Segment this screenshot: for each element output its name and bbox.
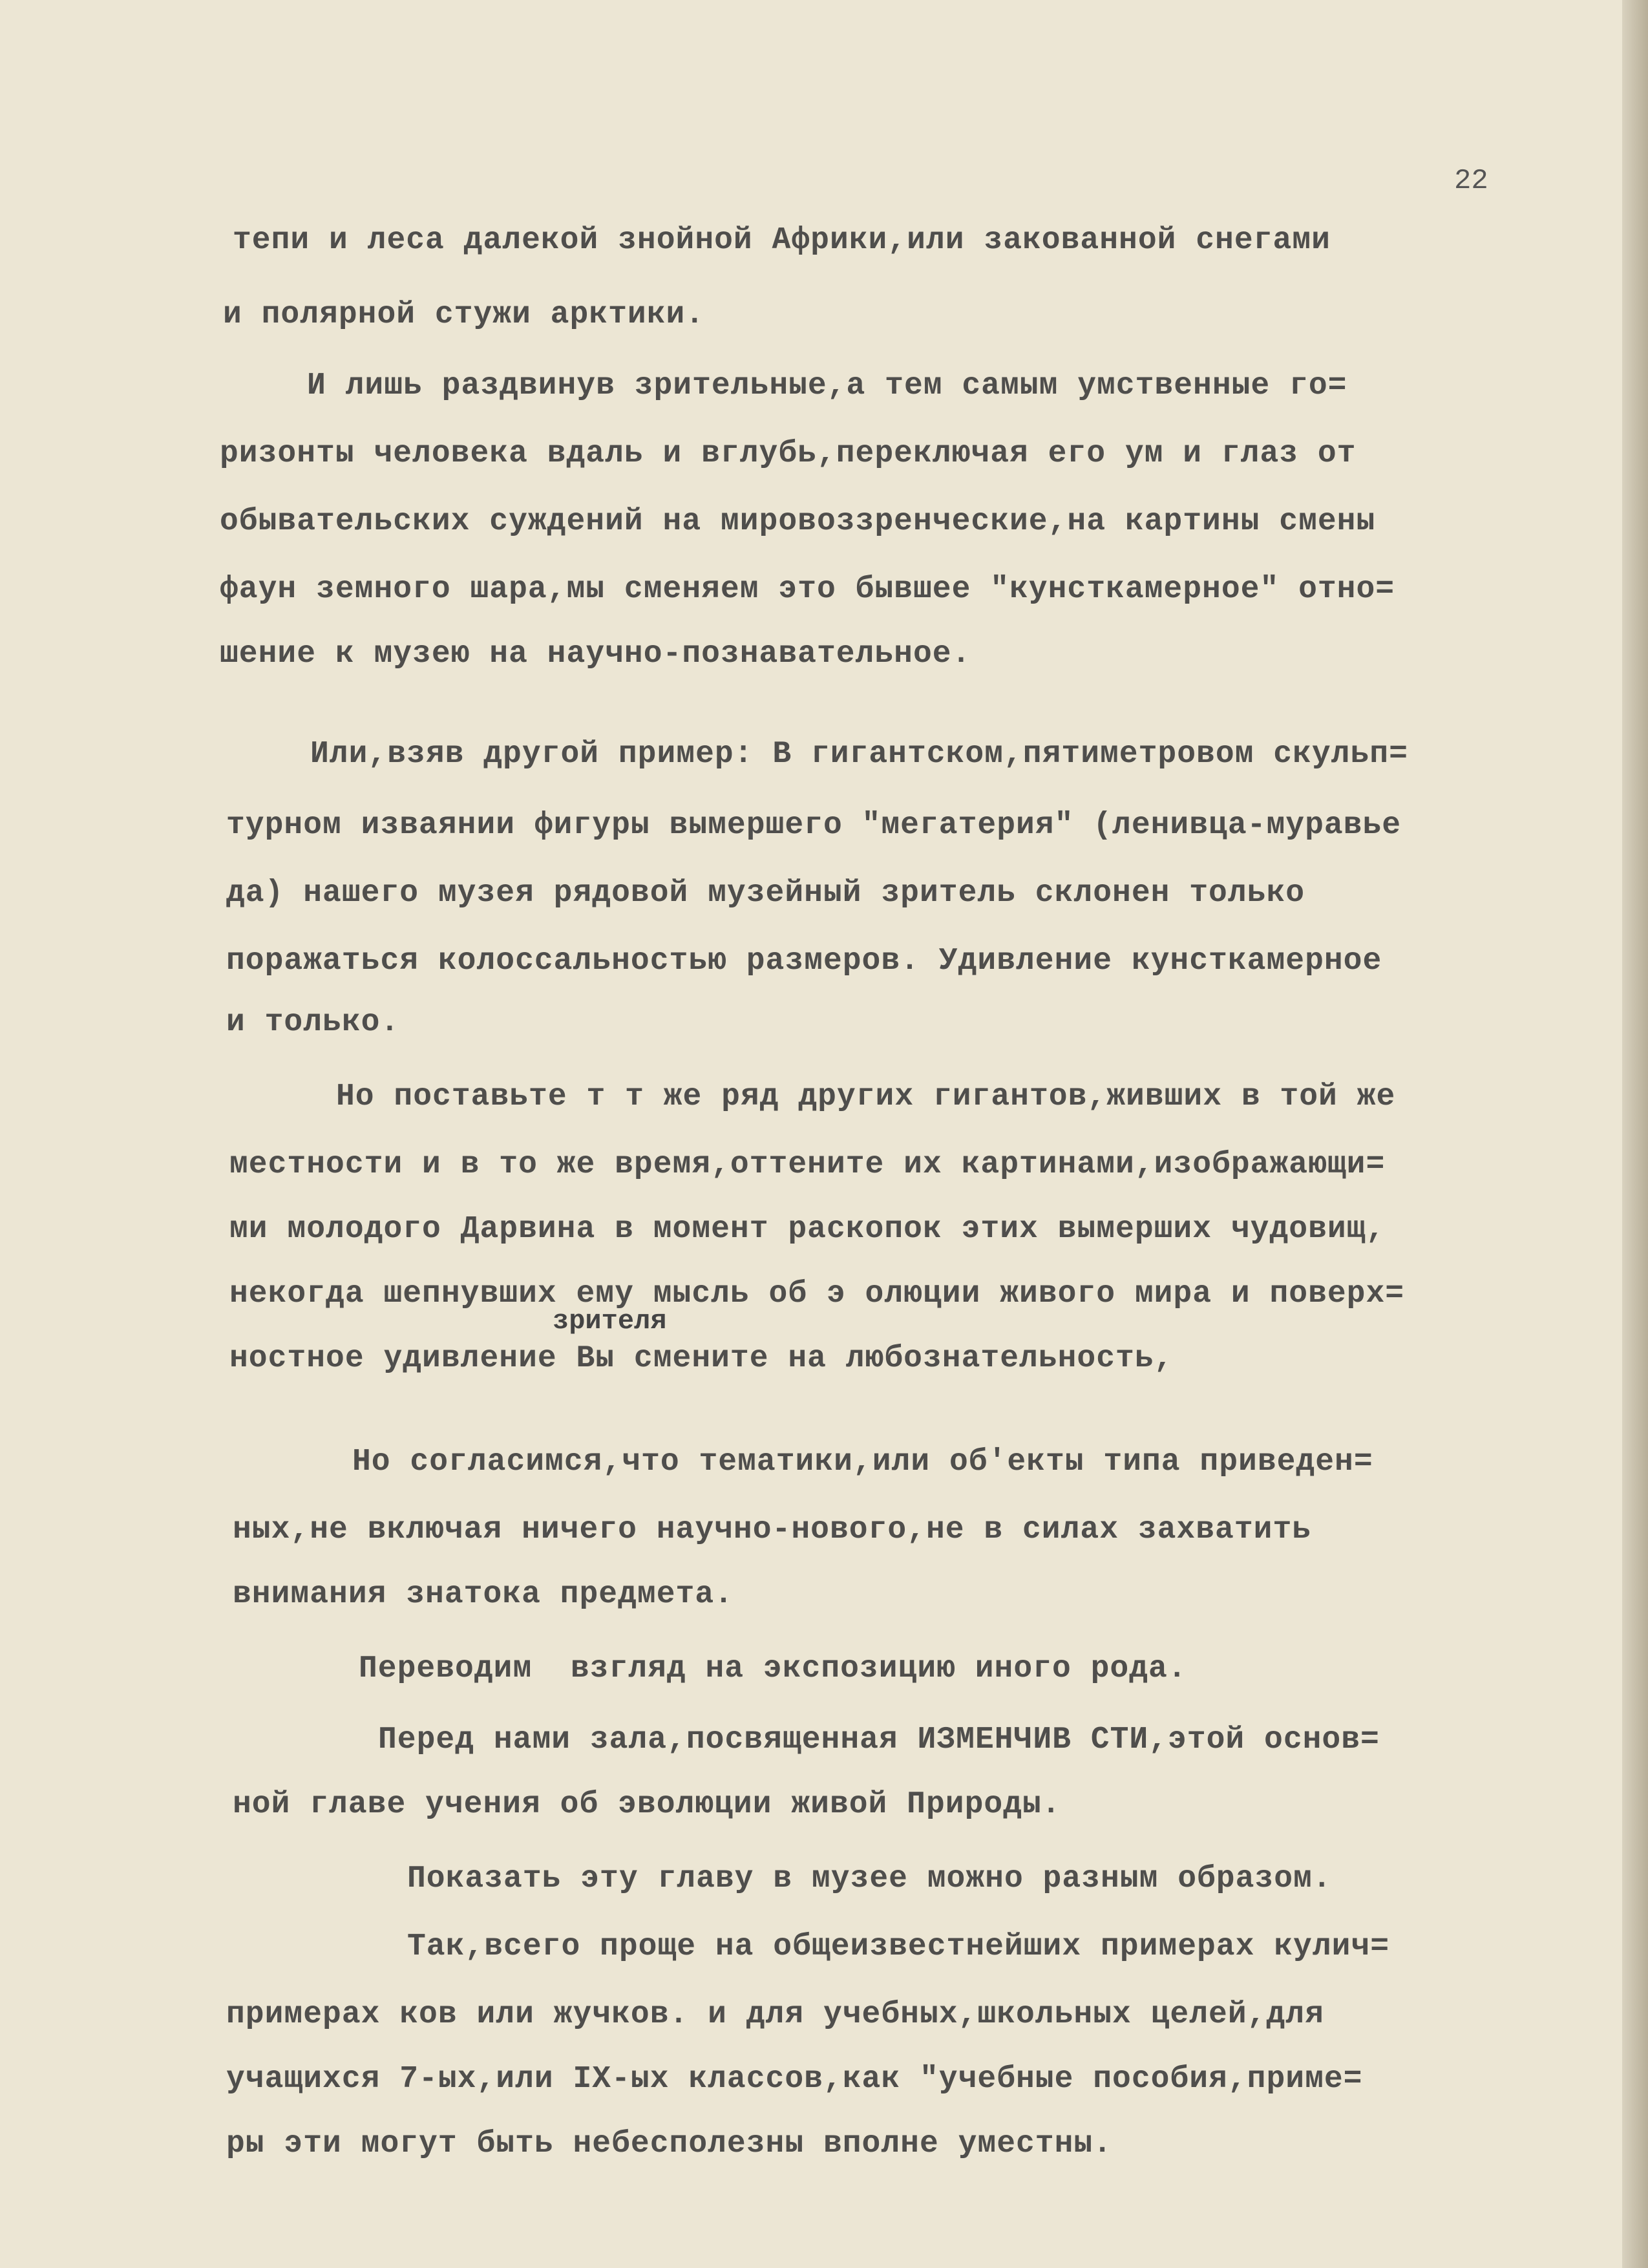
text-line: и только. [226, 1005, 400, 1040]
text-line: И лишь раздвинув зрительные,а тем самым умственные го= [307, 368, 1347, 403]
text-line: учащихся 7-ых,или IX-ых классов,как "учебные пособия,приме= [226, 2062, 1363, 2097]
text-line: фаун земного шара,мы сменяем это бывшее "кунсткамерное" отно= [220, 572, 1395, 607]
text-line: турном изваянии фигуры вымершего "мегатерия" (ленивца-муравье [226, 808, 1402, 843]
text-line: ной главе учения об эволюции живой Природы. [233, 1787, 1061, 1822]
text-line: Или,взяв другой пример: В гигантском,пятиметровом скульп= [310, 737, 1408, 772]
text-line: ностное удивление Вы смените на любознательность, [229, 1341, 1174, 1376]
text-line: ры эти могут быть небесполезны вполне уместны. [226, 2126, 1113, 2161]
text-line: некогда шепнувших ему мысль об э олюции живого мира и поверх= [229, 1277, 1405, 1311]
text-line: поражаться колоссальностью размеров. Удивление кунсткамерное [226, 944, 1382, 979]
page-number: 22 [1454, 165, 1488, 197]
text-line: местности и в то же время,оттените их картинами,изображающи= [229, 1147, 1386, 1182]
text-line: Переводим взгляд на экспозицию иного рода. [359, 1651, 1187, 1686]
text-line: Но поставьте т т же ряд других гигантов,живших в той же [336, 1079, 1396, 1114]
text-line: шение к музею на научно-познавательное. [220, 637, 971, 672]
text-line: да) нашего музея рядовой музейный зритель склонен только [226, 876, 1305, 911]
text-line: обывательских суждений на мировоззренческие,на картины смены [220, 504, 1376, 539]
text-line: ми молодого Дарвина в момент раскопок этих вымерших чудовищ, [229, 1212, 1386, 1247]
handwritten-insertion: зрителя [553, 1306, 667, 1337]
text-line: Так,всего проще на общеизвестнейших примерах кулич= [407, 1929, 1390, 1964]
text-line: и полярной стужи арктики. [223, 297, 705, 332]
text-line: тепи и леса далекой знойной Африки,или закованной снегами [233, 223, 1331, 258]
text-line: ных,не включая ничего научно-нового,не в силах захватить [233, 1512, 1312, 1547]
text-line: примерах ков или жучков. и для учебных,школьных целей,для [226, 1997, 1324, 2032]
text-line: Показать эту главу в музее можно разным образом. [407, 1861, 1332, 1896]
text-line: внимания знатока предмета. [233, 1577, 734, 1612]
text-line: Но согласимся,что тематики,или об'екты типа приведен= [352, 1445, 1373, 1479]
text-line: Перед нами зала,посвященная ИЗМЕНЧИВ СТИ,этой основ= [378, 1722, 1380, 1757]
text-line: ризонты человека вдаль и вглубь,переключая его ум и глаз от [220, 436, 1357, 471]
